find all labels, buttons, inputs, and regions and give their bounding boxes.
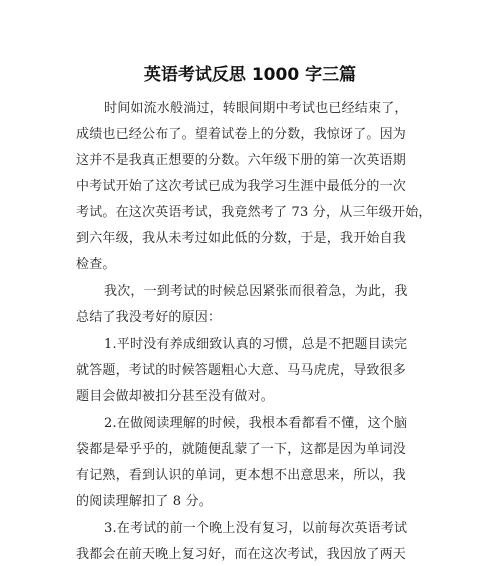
list-item-line: 2.在做阅读理解的时候，我根本看都看不懂，这个脑 [104, 416, 408, 431]
paragraph-line: 这并不是我真正想要的分数。六年级下册的第一次英语期 [76, 153, 407, 168]
paragraph-line: 中考试开始了这次考试已成为我学习生涯中最低分的一次 [76, 179, 407, 194]
list-item-line: 的阅读理解扣了 8 分。 [76, 494, 212, 509]
list-item-line: 袋都是晕乎乎的，就随便乱蒙了一下，这都是因为单词没 [76, 442, 407, 457]
paragraph-line: 到六年级，我从未考过如此低的分数，于是，我开始自我 [76, 231, 407, 246]
paragraph-line: 检查。 [76, 257, 116, 272]
paragraph-line: 成绩也已经公布了。望着试卷上的分数，我惊讶了。因为 [76, 127, 407, 142]
paragraph-line: 时间如流水般淌过，转眼间期中考试也已经结束了， [104, 101, 408, 116]
paragraph-line: 我次，一到考试的时候总因紧张而很着急，为此，我 [104, 284, 408, 299]
list-item-line: 3.在考试的前一个晚上没有复习，以前每次英语考试 [104, 521, 408, 536]
list-item-line: 有记熟，看到认识的单词，更本想不出意思来，所以，我 [76, 468, 407, 483]
paragraph-line: 总结了我没考好的原因： [76, 310, 222, 325]
list-item-line: 题目会做却被扣分甚至没有做对。 [76, 389, 275, 404]
document-title: 英语考试反思 1000 字三篇 [143, 65, 357, 85]
list-item-line: 1.平时没有养成细致认真的习惯，总是不把题目读完 [104, 337, 408, 352]
paragraph-line: 考试。在这次英语考试，我竟然考了 73 分，从三年级开始， [76, 205, 432, 220]
list-item-line: 就答题，考试的时候答题粗心大意、马马虎虎，导致很多 [76, 363, 407, 378]
list-item-line: 我都会在前天晚上复习好，而在这次考试，我因放了两天 [76, 547, 407, 562]
